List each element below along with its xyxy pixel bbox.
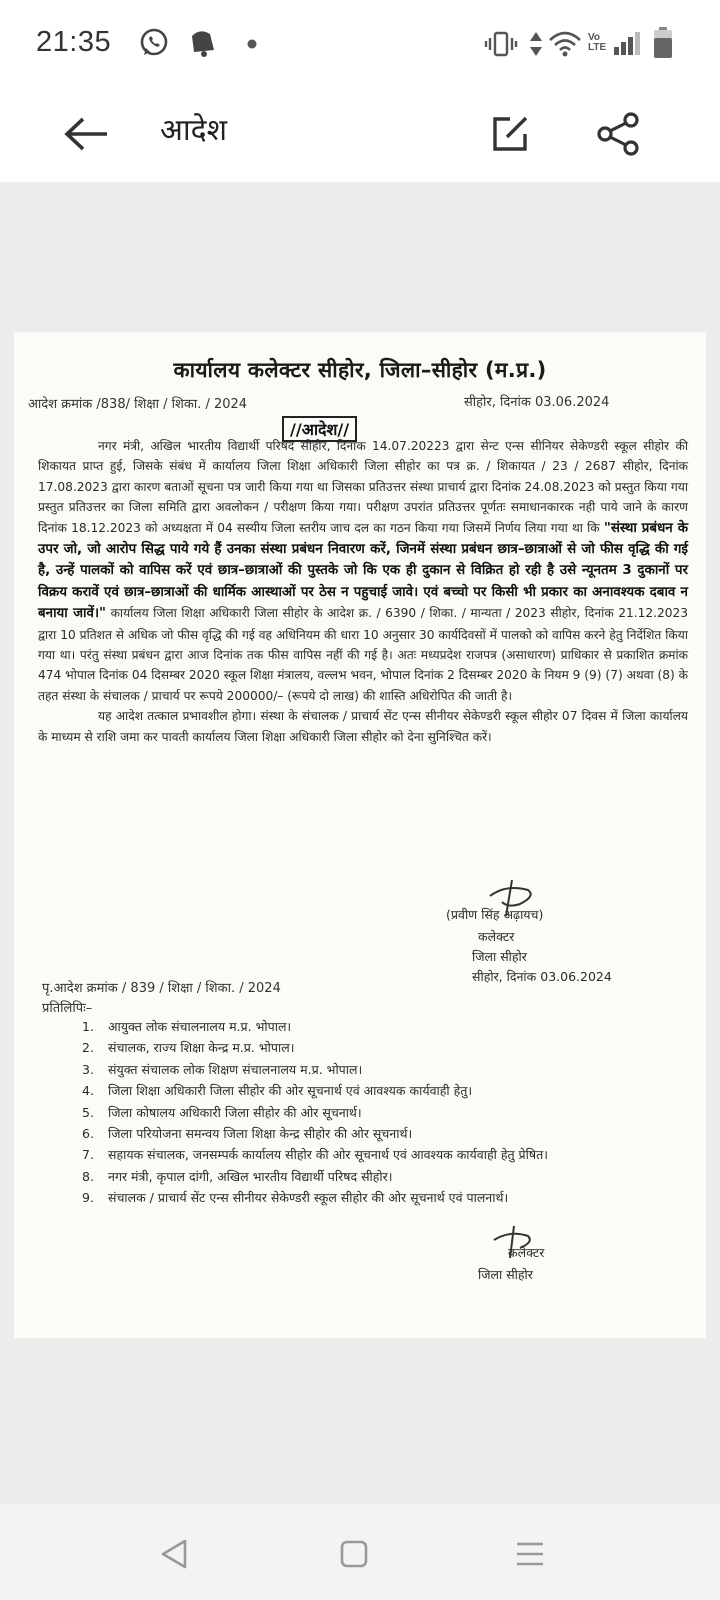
signatory-date: सीहोर, दिनांक 03.06.2024 — [472, 969, 612, 984]
app-title: आदेश — [160, 113, 227, 148]
signal-icon — [612, 30, 642, 56]
wifi-icon — [548, 30, 582, 58]
order-decision-quote: "संस्था प्रबंधन के उपर जो, जो आरोप सिद्ध पाये गये हैं उनका संस्था प्रबंधन निवारण करें, जिनमें संस्था प्रबंधन छात्र–छात्राओं से जो फीस वृद्धि की गई है, उन्हें पालकों को वापिस करें एवं छात्र–छात्राओं की पुस्तके जो कि एक ही दुकान से विक्रित हो रही है उसे न्यूनतम 3 दुकानों पर विक्रय करावें एवं छात्र–छात्राओं की धार्मिक आस्थाओं पर ठेस न पहुचाई जावे। एवं बच्चो पर किसी भी प्रकार का अनावश्यक दबाव न बनाया जावें।" — [38, 520, 688, 622]
list-item: 8. नगर मंत्री, कृपाल दांगी, अखिल भारतीय विद्यार्थी परिषद सीहोर। — [82, 1168, 393, 1184]
status-bar — [0, 0, 720, 90]
back-button[interactable] — [56, 104, 116, 164]
order-paragraph-1: नगर मंत्री, अखिल भारतीय विद्यार्थी परिषद सीहोर, दिनांक 14.07.20223 द्वारा सेन्ट एन्स सीनियर सेकेण्डरी स्कूल सीहोर की शिकायत प्राप्त हुई, जिसके संबंध में कार्यालय जिला शिक्षा अधिकारी जिला सीहोर का पत्र क्र. / शिकायत / 23 / 2687 सीहोर, दिनांक 17.08.2023 द्वारा कारण बताओं सूचना पत्र जारी किया गया था जिसका प्रतिउत्तर संस्था प्राचार्य द्वारा दिनांक 24.08.2023 को प्रस्तुत किया गया प्रस्तुत प्रतिउत्तर का जिला समिति द्वारा अवलोकन / परीक्षण किया गया। परीक्षण उपरांत प्रतिउत्तर पूर्णतः समाधानकारक नही पाये जाने के कारण दिनांक 18.12.2023 को अध्यक्षता में 04 सस्यीय जिला स्तरीय जाच दल का गठन किया गया जिसमें निर्णय लिया गया था कि — [38, 439, 688, 535]
list-item: 6. जिला परियोजना समन्वय जिला शिक्षा केन्द्र सीहोर की ओर सूचनार्थ। — [82, 1126, 413, 1142]
image-viewer[interactable] — [0, 182, 720, 1504]
home-square-icon — [340, 1540, 368, 1568]
back-triangle-icon — [159, 1538, 189, 1570]
status-time: 21:35 — [36, 26, 112, 58]
copy-list — [82, 1016, 682, 1209]
order-paragraph-2: कार्यालय जिला शिक्षा अधिकारी जिला सीहोर के आदेश क्र. / 6390 / शिका. / मान्यता / 2023 सीहोर, दिनांक 21.12.2023 द्वारा 10 प्रतिशत से अधिक जो फीस वृद्धि की गई वह अधिनियम की धारा 10 अनुसार 30 कार्यदिवसों में पालको को वापिस करने हेतु निर्देशित किया गया था। परंतु संस्था प्रबंधन द्वारा आज दिनांक तक फीस वापिस नहीं की गई है। अतः मध्यप्रदेश राजपत्र (असाधारण) प्राधिकार से प्रकाशित क्रमांक 474 भोपाल दिनांक 04 दिसम्बर 2020 स्कूल शिक्षा मंत्रालय, वल्लभ भवन, भोपाल दिनांक 2 दिसम्बर 2020 के नियम 9 (9) (7) अथवा (8) के तहत संस्था के संचालक / प्राचार्य पर रूपये 200000/– (रूपये दो लाख) की शास्ति अधिरोपित की जाती है। — [38, 606, 688, 703]
copy-reference: पृ.आदेश क्रमांक / 839 / शिक्षा / शिका. / 2024 — [42, 981, 281, 996]
order-date: सीहोर, दिनांक 03.06.2024 — [464, 395, 610, 410]
list-item: 7. सहायक संचालक, जनसम्पर्क कार्यालय सीहोर की ओर सूचनार्थ एवं आवश्यक कार्यवाही हेतु प्रेषित। — [82, 1147, 548, 1163]
office-title: कार्यालय कलेक्टर सीहोर, जिला–सीहोर (म.प्र.) — [173, 358, 547, 382]
copy-label: प्रतिलिपिः– — [42, 1001, 93, 1016]
system-nav-bar — [0, 1504, 720, 1600]
list-item: 3. संयुक्त संचालक लोक शिक्षण संचालनालय म.प्र. भोपाल। — [82, 1061, 363, 1077]
menu-lines-icon — [515, 1540, 545, 1568]
arrow-left-icon — [63, 116, 109, 152]
list-item: 4. जिला शिक्षा अधिकारी जिला सीहोर की ओर सूचनार्थ एवं आवश्यक कार्यवाही हेतु। — [82, 1083, 473, 1099]
edit-icon — [490, 114, 530, 154]
whatsapp-icon — [138, 27, 170, 59]
dot-icon — [246, 38, 258, 50]
signatory-designation: कलेक्टर — [478, 929, 515, 944]
nav-home-button[interactable] — [330, 1534, 378, 1574]
order-body — [38, 436, 688, 747]
cc-signatory-district: जिला सीहोर — [478, 1267, 533, 1282]
list-item: 1. आयुक्त लोक संचालनालय म.प्र. भोपाल। — [82, 1019, 292, 1034]
list-item: 2. संचालक, राज्य शिक्षा केन्द्र म.प्र. भोपाल। — [82, 1040, 295, 1056]
nav-menu-button[interactable] — [506, 1534, 554, 1574]
edit-button[interactable] — [480, 104, 540, 164]
signatory-district: जिला सीहोर — [472, 949, 527, 964]
cc-signatory-designation: कलेक्टर — [508, 1245, 545, 1260]
order-reference: आदेश क्रमांक /838/ शिक्षा / शिका. / 2024 — [28, 397, 248, 412]
share-icon — [595, 111, 641, 157]
list-item: 9. संचालक / प्राचार्य सेंट एन्स सीनीयर सेकेण्डरी स्कूल सीहोर की ओर सूचनार्थ एवं पालनार्थ। — [82, 1190, 509, 1206]
order-heading: //आदेश// — [282, 416, 357, 442]
signatory-name: (प्रवीण सिंह अढ़ायच) — [446, 907, 544, 922]
data-arrows-icon — [528, 30, 544, 58]
volte-icon: Vo LTE — [588, 32, 607, 53]
order-document[interactable] — [14, 332, 706, 1338]
battery-icon — [652, 26, 674, 60]
notification-bell-icon — [184, 26, 220, 60]
vibrate-icon — [484, 31, 518, 57]
nav-back-button[interactable] — [150, 1534, 198, 1574]
app-bar — [0, 90, 720, 182]
share-button[interactable] — [588, 104, 648, 164]
list-item: 5. जिला कोषालय अधिकारी जिला सीहोर की ओर सूचनार्थ। — [82, 1104, 362, 1120]
order-paragraph-3: यह आदेश तत्काल प्रभावशील होगा। संस्था के संचालक / प्राचार्य सेंट एन्स सीनीयर सेकेण्डरी स्कूल सीहोर 07 दिवस में जिला कार्यालय के माध्यम से राशि जमा कर पावती कार्यालय जिला शिक्षा अधिकारी जिला सीहोर को देना सुनिश्चित करें। — [38, 709, 688, 744]
